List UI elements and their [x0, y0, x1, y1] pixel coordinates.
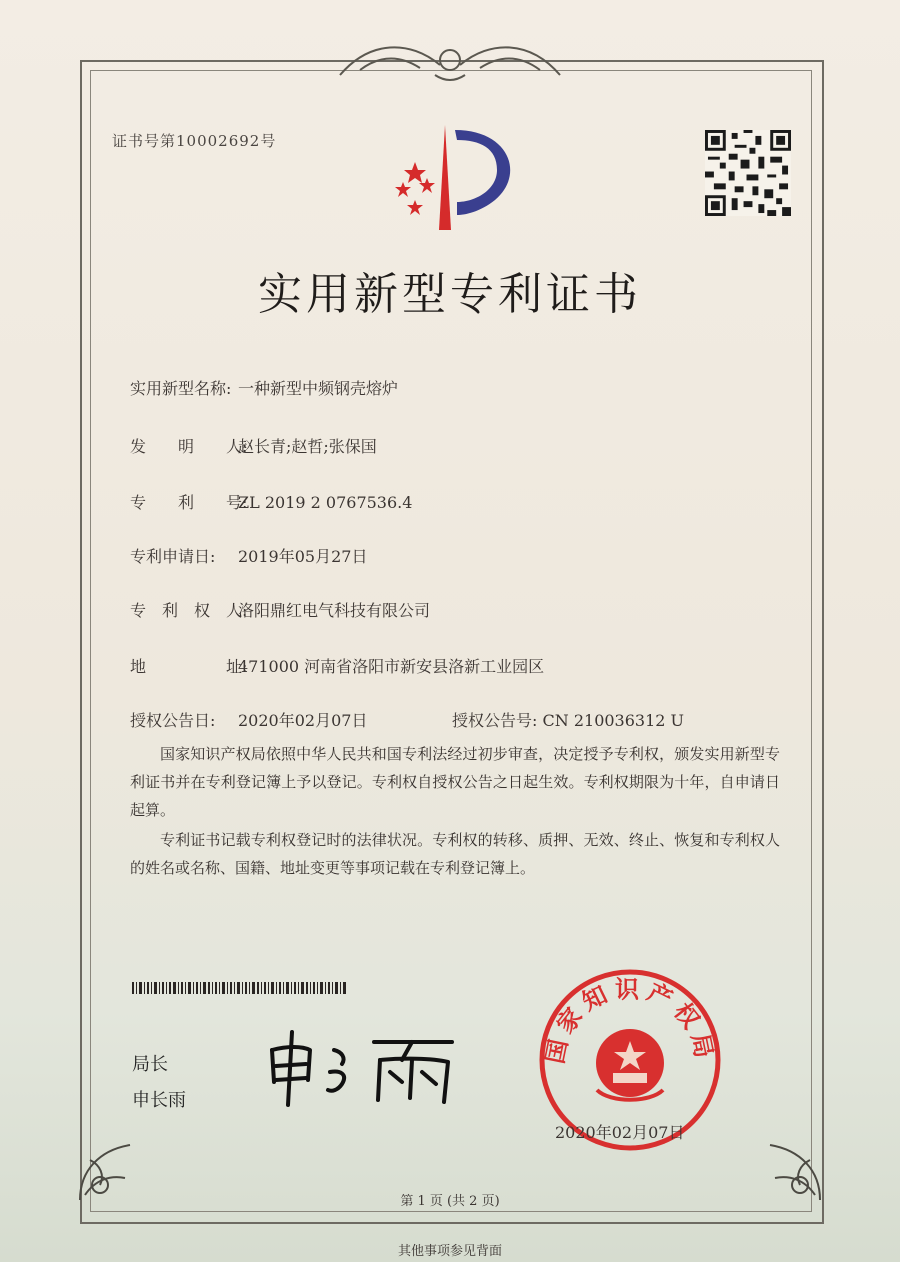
seal-text: 国家知识产权局 [541, 976, 719, 1067]
field-label: 实用新型名称: [130, 379, 232, 398]
field-value: 洛阳鼎红电气科技有限公司 [238, 601, 431, 620]
certificate-number: 证书号第10002692号 [112, 132, 277, 150]
field-label: 发 明 人: [130, 437, 248, 456]
field-row-address [130, 654, 544, 677]
field-label: 授权公告号: [452, 711, 538, 730]
director-title: 局长 [132, 1054, 168, 1075]
field-label: 授权公告日: [130, 711, 216, 730]
field-row-patentee [130, 598, 430, 621]
field-value: CN 210036312 U [542, 711, 685, 730]
field-row-patent-no [130, 490, 412, 513]
field-row-grant-no [452, 708, 684, 731]
field-value: 一种新型中频钢壳熔炉 [238, 379, 399, 398]
body-paragraph-2: 专利证书记载专利权登记时的法律状况。专利权的转移、质押、无效、终止、恢复和专利权人的姓名或名称、国籍、地址变更等事项记载在专利登记簿上。 [130, 831, 780, 877]
certificate-title: 实用新型专利证书 [258, 269, 642, 320]
field-value: 赵长青;赵哲;张保国 [238, 437, 377, 456]
qr-code-icon [705, 130, 791, 216]
footer-note: 其他事项参见背面 [397, 1244, 502, 1259]
field-label: 专利申请日: [130, 547, 216, 566]
field-label: 专 利 权 人: [130, 601, 248, 620]
field-value: 2020年02月07日 [238, 711, 368, 730]
field-value: 471000 河南省洛阳市新安县洛新工业园区 [238, 657, 545, 676]
field-row-application-date [130, 544, 367, 567]
barcode-icon [132, 982, 346, 994]
field-row-inventor [130, 434, 377, 457]
signature-icon [262, 1020, 462, 1110]
patent-office-logo-icon [385, 120, 525, 235]
field-value: ZL 2019 2 0767536.4 [238, 493, 413, 512]
page-number: 第 1 页 (共 2 页) [400, 1194, 500, 1209]
field-row-grant-date [130, 708, 367, 731]
seal-date: 2020年02月07日 [555, 1123, 685, 1142]
director-name: 申长雨 [132, 1090, 186, 1111]
body-paragraph-1: 国家知识产权局依照中华人民共和国专利法经过初步审查，决定授予专利权，颁发实用新型专利证书并在专利登记簿上予以登记。专利权自授权公告之日起生效。专利权期限为十年，自申请日起算。 [130, 745, 780, 819]
field-row-name [130, 376, 398, 399]
field-label: 专 利 号: [130, 493, 248, 512]
field-label: 地 址: [130, 657, 248, 676]
field-value: 2019年05月27日 [238, 547, 368, 566]
top-ornament-icon [330, 30, 570, 90]
